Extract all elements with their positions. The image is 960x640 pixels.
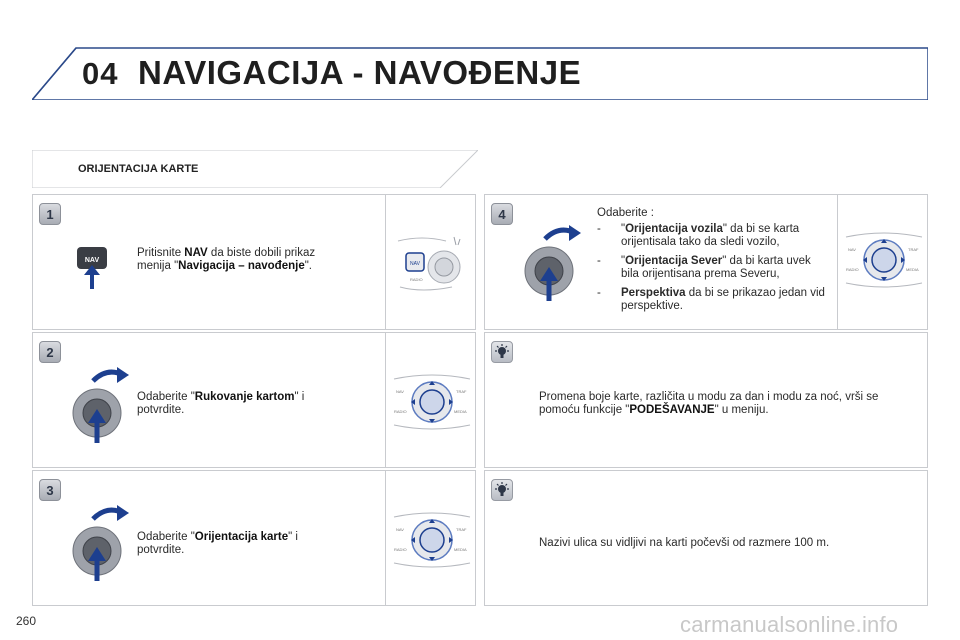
svg-text:RADIO: RADIO (846, 267, 859, 272)
tip-1-text: Promena boje karte, različita u modu za dan i modu za noć, vrši se pomoću funkcije "PODEŠAVANJE" u meniju. (539, 391, 879, 416)
list-item: - "Orijentacija vozila" da bi se karta orijentisala tako da sledi vozilo, (597, 223, 800, 248)
svg-text:TRAF: TRAF (908, 247, 919, 252)
step-4-panel (484, 194, 928, 330)
rotary-knob-icon (69, 363, 131, 447)
control-panel-illustration (390, 509, 474, 571)
list-item: - Perspektiva da bi se prikazao jedan vid perspektive. (597, 287, 825, 312)
svg-text:MEDIA: MEDIA (454, 409, 467, 414)
step-4-intro: Odaberite : (597, 207, 654, 219)
svg-text:NAV: NAV (410, 261, 420, 267)
tip-2-text: Nazivi ulica su vidljivi na karti počevši od razmere 100 m. (539, 537, 830, 549)
control-panel-illustration (842, 229, 926, 291)
step-3-badge: 3 (39, 479, 61, 501)
step-1-text: Pritisnite NAV da biste dobili prikaz menija "Navigacija – navođenje". (137, 247, 316, 272)
svg-text:MEDIA: MEDIA (454, 547, 467, 552)
step-3-panel (32, 470, 476, 606)
step-2-text: Odaberite "Rukovanje kartom" i potvrdite. (137, 391, 305, 416)
step-3-image-cell (385, 471, 476, 605)
step-1-badge: 1 (39, 203, 61, 225)
step-2-panel (32, 332, 476, 468)
svg-text:TRAF: TRAF (456, 389, 467, 394)
section-title: ORIJENTACIJA KARTE (78, 163, 199, 175)
tip-1-panel (484, 332, 928, 468)
svg-text:MEDIA: MEDIA (906, 267, 919, 272)
lightbulb-icon (492, 342, 512, 362)
page-title: NAVIGACIJA - NAVOĐENJE (138, 54, 582, 91)
nav-button-icon (75, 241, 111, 291)
step-2-image-cell (385, 333, 476, 467)
svg-text:RADIO: RADIO (394, 547, 407, 552)
svg-text:NAV: NAV (848, 247, 856, 252)
lightbulb-icon (492, 480, 512, 500)
svg-text:TRAF: TRAF (456, 527, 467, 532)
list-item: - "Orijentacija Sever" da bi karta uvek bila orijentisana prema Severu, (597, 255, 811, 280)
step-1-image-cell (385, 195, 476, 329)
step-4-options-list (597, 217, 825, 313)
watermark: carmanualsonline.info (680, 612, 899, 637)
svg-text:RADIO: RADIO (410, 277, 423, 282)
tip-badge (491, 479, 513, 501)
svg-text:NAV: NAV (396, 527, 404, 532)
page-number: 260 (16, 614, 37, 628)
rotary-knob-icon (69, 501, 131, 585)
nav-panel-illustration (392, 231, 472, 295)
chapter-number: 04 (82, 56, 119, 91)
step-3-text: Odaberite "Orijentacija karte" i potvrdite. (137, 531, 298, 556)
control-panel-illustration (390, 371, 474, 433)
tip-2-panel (484, 470, 928, 606)
svg-text:RADIO: RADIO (394, 409, 407, 414)
rotary-knob-icon (521, 221, 583, 305)
svg-text:NAV: NAV (396, 389, 404, 394)
step-4-image-cell (837, 195, 928, 329)
step-1-panel (32, 194, 476, 330)
nav-button-label: NAV (84, 257, 100, 264)
tip-badge (491, 341, 513, 363)
step-2-badge: 2 (39, 341, 61, 363)
step-4-badge: 4 (491, 203, 513, 225)
